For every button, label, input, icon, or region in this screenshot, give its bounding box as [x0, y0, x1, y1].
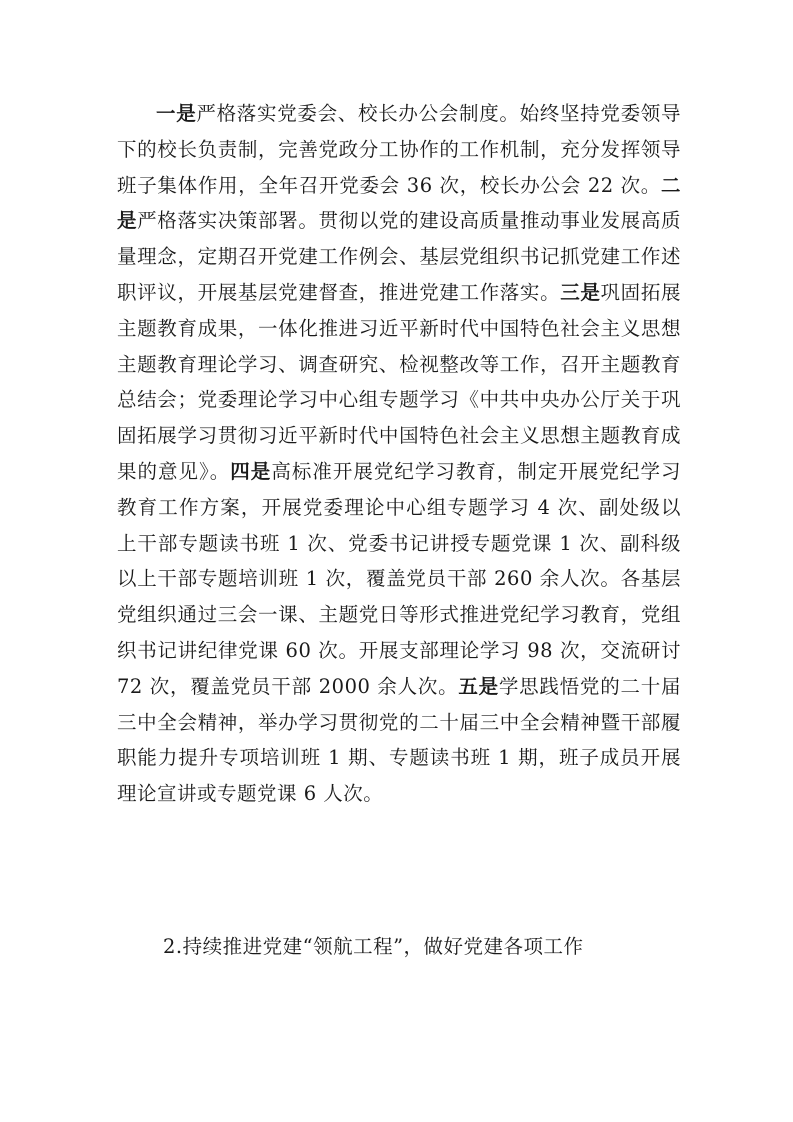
item-text-3: 巩固拓展主题教育成果，一体化推进习近平新时代中国特色社会主义思想主题教育理论学习、调查研究、检视整改等工作，召开主题教育总结会；党委理论学习中心组专题学习《中共中央办公厅关于巩固拓展学习贯彻习近平新时代中国特色社会主义思想主题教育成果的意见》。 — [117, 280, 681, 483]
body-paragraph — [117, 96, 681, 812]
item-label-3: 三是 — [560, 280, 601, 304]
item-label-1: 一是 — [156, 102, 197, 125]
item-text-1: 严格落实党委会、校长办公会制度。始终坚持党委领导下的校长负责制，完善党政分工协作的工作机制，充分发挥领导班子集体作用，全年召开党委会 36 次，校长办公会 22 次。 — [117, 102, 681, 197]
item-text-4: 高标准开展党纪学习教育，制定开展党纪学习教育工作方案，开展党委理论中心组专题学习 4 次、副处级以上干部专题读书班 1 次、党委书记讲授专题党课 1 次、副科级以上干部专题培训班 1 次，覆盖党员干部 260 余人次。各基层党组织通过三会一课、主题党日等形式推进党纪学习教育，党组织书记讲纪律党课 60 次。开展支部理论学习 98 次，交流研讨 72 次，覆盖党员干部 2000 余人次。 — [117, 459, 681, 698]
item-label-4: 四是 — [230, 459, 272, 483]
section-heading: 2.持续推进党建“领航工程”，做好党建各项工作 — [163, 935, 584, 958]
item-text-2: 严格落实决策部署。贯彻以党的建设高质量推动事业发展高质量理念，定期召开党建工作例会、基层党组织书记抓党建工作述职评议，开展基层党建督查，推进党建工作落实。 — [117, 209, 681, 304]
item-label-5: 五是 — [458, 674, 499, 698]
item-text-5: 学思践悟党的二十届三中全会精神，举办学习贯彻党的二十届三中全会精神暨干部履职能力提升专项培训班 1 期、专题读书班 1 期，班子成员开展理论宣讲或专题党课 6 人次。 — [117, 674, 681, 806]
item-label-2: 二是 — [117, 173, 681, 233]
